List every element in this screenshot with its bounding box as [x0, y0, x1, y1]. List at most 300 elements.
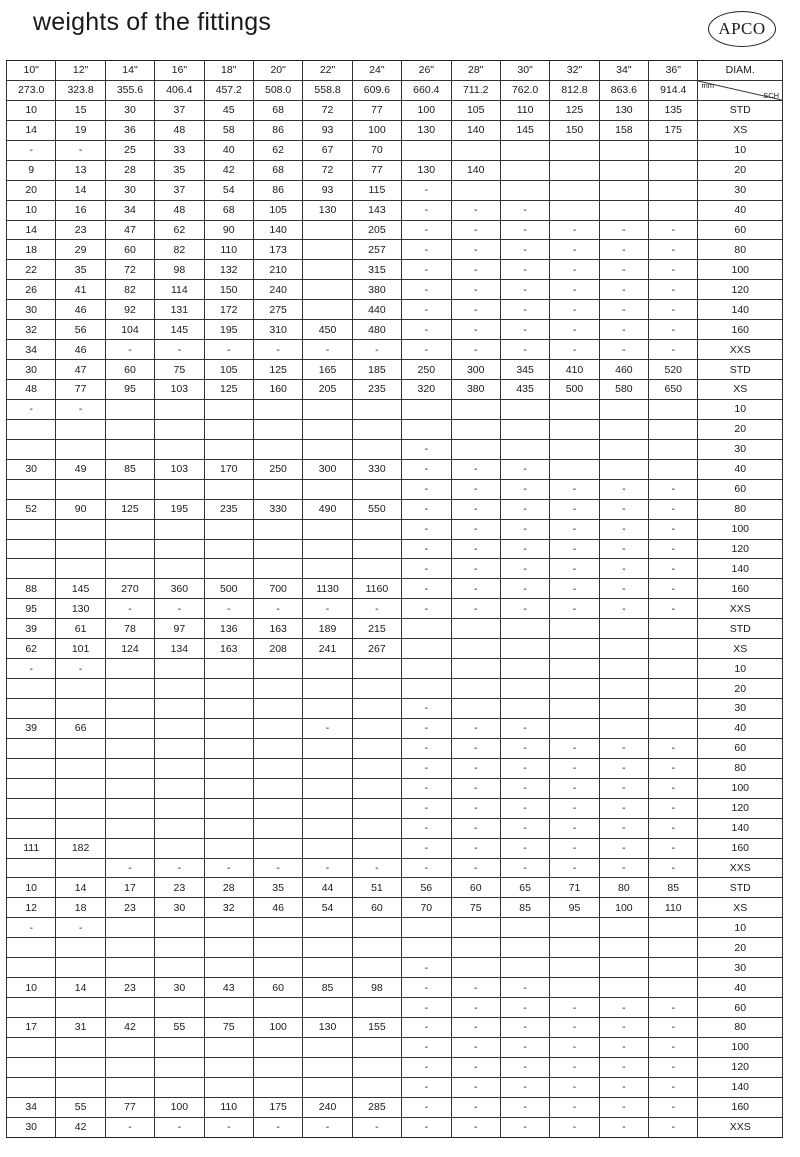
weight-cell: 62 [253, 140, 302, 160]
weight-cell: - [451, 798, 500, 818]
weight-cell: 82 [155, 240, 204, 260]
weight-cell: - [402, 798, 451, 818]
weight-cell [451, 659, 500, 679]
weight-cell [352, 399, 401, 419]
weight-cell: - [599, 499, 648, 519]
weight-cell [303, 958, 352, 978]
weight-cell: - [451, 858, 500, 878]
weight-cell [550, 419, 599, 439]
weight-cell: 111 [7, 838, 56, 858]
weight-cell: 580 [599, 380, 648, 400]
weight-cell [599, 200, 648, 220]
weight-cell [599, 978, 648, 998]
weight-cell [155, 958, 204, 978]
schedule-cell: 140 [698, 300, 783, 320]
weight-cell: - [599, 738, 648, 758]
table-row [7, 419, 783, 439]
weight-cell [7, 998, 56, 1018]
weight-cell: - [7, 399, 56, 419]
weight-cell [253, 1077, 302, 1097]
weight-cell: - [599, 1057, 648, 1077]
weight-cell [204, 798, 253, 818]
weight-cell: - [500, 280, 549, 300]
weight-cell [253, 818, 302, 838]
weight-cell [352, 559, 401, 579]
weight-cell: 104 [105, 320, 154, 340]
weight-cell [253, 479, 302, 499]
table-row [7, 619, 783, 639]
weight-cell: 140 [253, 220, 302, 240]
weight-cell: - [352, 1117, 401, 1137]
weight-cell [599, 918, 648, 938]
weight-cell [500, 639, 549, 659]
weight-cell: - [500, 499, 549, 519]
weight-cell [204, 699, 253, 719]
weight-cell: - [352, 599, 401, 619]
weight-cell: - [599, 599, 648, 619]
weight-cell [105, 559, 154, 579]
weight-cell: 10 [7, 878, 56, 898]
weight-cell [303, 539, 352, 559]
weight-cell [402, 679, 451, 699]
table-row [7, 140, 783, 160]
weight-cell: 130 [56, 599, 105, 619]
weight-cell: - [550, 738, 599, 758]
weight-cell: - [451, 559, 500, 579]
weight-cell [56, 419, 105, 439]
weight-cell [7, 738, 56, 758]
weight-cell [155, 679, 204, 699]
weight-cell: - [402, 320, 451, 340]
weight-cell [303, 1057, 352, 1077]
weight-cell [402, 399, 451, 419]
weight-cell [352, 758, 401, 778]
mm-header-cell: 711.2 [451, 80, 500, 100]
weight-cell: 68 [253, 100, 302, 120]
weight-cell [303, 439, 352, 459]
weight-cell: - [500, 978, 549, 998]
weight-cell [303, 240, 352, 260]
weight-cell [352, 718, 401, 738]
weight-cell: - [402, 958, 451, 978]
weight-cell: - [451, 260, 500, 280]
weight-cell: - [649, 340, 698, 360]
table-row [7, 659, 783, 679]
weight-cell: - [599, 559, 648, 579]
weight-cell [599, 958, 648, 978]
weight-cell: 18 [56, 898, 105, 918]
weight-cell: 30 [155, 978, 204, 998]
weight-cell: 98 [155, 260, 204, 280]
weight-cell: - [599, 998, 648, 1018]
weight-cell: 189 [303, 619, 352, 639]
weight-cell: - [451, 459, 500, 479]
schedule-cell: 10 [698, 918, 783, 938]
weight-cell [599, 180, 648, 200]
weight-cell: - [649, 220, 698, 240]
weight-cell: - [649, 320, 698, 340]
weight-cell: 173 [253, 240, 302, 260]
weight-cell: 360 [155, 579, 204, 599]
weight-cell [352, 659, 401, 679]
weight-cell: - [599, 519, 648, 539]
weight-cell [253, 1037, 302, 1057]
weight-cell [253, 539, 302, 559]
weight-cell: - [599, 818, 648, 838]
weight-cell: - [352, 340, 401, 360]
weight-cell: - [451, 539, 500, 559]
weight-cell [500, 699, 549, 719]
table-row [7, 639, 783, 659]
weight-cell: 22 [7, 260, 56, 280]
weight-cell: 34 [7, 1097, 56, 1117]
weight-cell [550, 459, 599, 479]
weight-cell [352, 1037, 401, 1057]
weight-cell: 82 [105, 280, 154, 300]
weight-cell: 115 [352, 180, 401, 200]
weight-cell: - [550, 1117, 599, 1137]
weight-cell: - [56, 140, 105, 160]
weight-cell: - [155, 599, 204, 619]
schedule-cell: 60 [698, 998, 783, 1018]
weight-cell [550, 200, 599, 220]
table-row [7, 280, 783, 300]
weight-cell: - [155, 340, 204, 360]
weight-cell: - [155, 858, 204, 878]
size-header-cell: 18" [204, 61, 253, 81]
weight-cell [352, 738, 401, 758]
table-row [7, 778, 783, 798]
weight-cell: - [500, 340, 549, 360]
weight-cell: 500 [550, 380, 599, 400]
mm-header-row [7, 80, 783, 100]
weight-cell: 132 [204, 260, 253, 280]
weight-cell: 48 [155, 200, 204, 220]
weight-cell: 25 [105, 140, 154, 160]
table-row [7, 958, 783, 978]
weight-cell: - [599, 280, 648, 300]
weight-cell [155, 1077, 204, 1097]
weight-cell: 205 [352, 220, 401, 240]
weight-cell: 10 [7, 100, 56, 120]
weight-cell [204, 838, 253, 858]
weight-cell: - [599, 539, 648, 559]
schedule-cell: 140 [698, 818, 783, 838]
weight-cell: - [451, 738, 500, 758]
weight-cell: - [451, 200, 500, 220]
weight-cell: 345 [500, 360, 549, 380]
weight-cell [155, 439, 204, 459]
weight-cell: - [599, 1037, 648, 1057]
weight-cell: 14 [7, 220, 56, 240]
weight-cell: 70 [402, 898, 451, 918]
weight-cell: - [599, 1018, 648, 1038]
weight-cell [649, 439, 698, 459]
weight-cell: - [500, 320, 549, 340]
weight-cell [352, 918, 401, 938]
weight-cell [105, 718, 154, 738]
weight-cell [105, 738, 154, 758]
weight-cell: - [500, 240, 549, 260]
weight-cell: 34 [105, 200, 154, 220]
weight-cell [303, 738, 352, 758]
weight-cell [155, 918, 204, 938]
schedule-cell: STD [698, 360, 783, 380]
table-row [7, 300, 783, 320]
schedule-cell: 20 [698, 419, 783, 439]
weight-cell [105, 798, 154, 818]
weight-cell: 110 [204, 1097, 253, 1117]
weight-cell [56, 479, 105, 499]
weight-cell: 71 [550, 878, 599, 898]
size-header-cell: 30" [500, 61, 549, 81]
weight-cell [451, 639, 500, 659]
weight-cell [352, 938, 401, 958]
weight-cell [303, 758, 352, 778]
weight-cell: 110 [204, 240, 253, 260]
weight-cell [550, 160, 599, 180]
table-row [7, 838, 783, 858]
mm-header-cell: 273.0 [7, 80, 56, 100]
apco-logo [708, 11, 776, 47]
weight-cell: - [500, 858, 549, 878]
weight-cell [155, 818, 204, 838]
weight-cell: 14 [56, 978, 105, 998]
weight-cell: 550 [352, 499, 401, 519]
weight-cell: 56 [56, 320, 105, 340]
weight-cell: - [599, 1117, 648, 1137]
table-row [7, 718, 783, 738]
weight-cell: 285 [352, 1097, 401, 1117]
weight-cell: 48 [7, 380, 56, 400]
weight-cell [7, 699, 56, 719]
weight-cell: - [649, 998, 698, 1018]
weight-cell: 23 [105, 978, 154, 998]
weight-cell: 145 [500, 120, 549, 140]
weight-cell: 100 [253, 1018, 302, 1038]
weight-cell: 60 [352, 898, 401, 918]
weight-cell: - [599, 1077, 648, 1097]
weight-cell: 450 [303, 320, 352, 340]
weight-cell: - [105, 858, 154, 878]
weight-cell: - [599, 758, 648, 778]
weight-cell: 275 [253, 300, 302, 320]
weight-cell: 75 [155, 360, 204, 380]
mm-header-cell: 660.4 [402, 80, 451, 100]
weight-cell [7, 1057, 56, 1077]
weight-cell [500, 140, 549, 160]
weight-cell [451, 619, 500, 639]
weight-cell: 68 [204, 200, 253, 220]
weight-cell: - [649, 260, 698, 280]
weight-cell: - [500, 220, 549, 240]
weight-cell [550, 439, 599, 459]
table-row [7, 938, 783, 958]
weight-cell: 19 [56, 120, 105, 140]
weight-cell: 42 [56, 1117, 105, 1137]
weight-cell: 490 [303, 499, 352, 519]
weight-cell: - [303, 718, 352, 738]
weight-cell [56, 858, 105, 878]
weight-cell: - [500, 738, 549, 758]
weight-cell: - [500, 1097, 549, 1117]
weight-cell: 28 [204, 878, 253, 898]
schedule-cell: 160 [698, 1097, 783, 1117]
weight-cell: - [303, 340, 352, 360]
weight-cell [253, 679, 302, 699]
table-row [7, 738, 783, 758]
table-row [7, 340, 783, 360]
weight-cell: - [550, 1018, 599, 1038]
weight-cell [204, 399, 253, 419]
weight-cell [253, 778, 302, 798]
weight-cell: 32 [7, 320, 56, 340]
weight-cell [500, 938, 549, 958]
weight-cell: - [599, 220, 648, 240]
weight-cell [451, 918, 500, 938]
weight-cell: - [204, 1117, 253, 1137]
weight-cell: - [649, 1018, 698, 1038]
weight-cell: - [500, 300, 549, 320]
weight-cell: 33 [155, 140, 204, 160]
weight-cell [105, 699, 154, 719]
schedule-cell: XS [698, 898, 783, 918]
weight-cell: - [105, 599, 154, 619]
weight-cell: - [303, 858, 352, 878]
table-row [7, 240, 783, 260]
weight-cell: - [402, 1057, 451, 1077]
weight-cell: 500 [204, 579, 253, 599]
table-row [7, 360, 783, 380]
weight-cell: - [204, 599, 253, 619]
weight-cell [253, 958, 302, 978]
weight-cell: 1160 [352, 579, 401, 599]
schedule-cell: 40 [698, 200, 783, 220]
weight-cell: - [649, 738, 698, 758]
weight-cell: 240 [253, 280, 302, 300]
weight-cell [155, 778, 204, 798]
weight-cell [352, 479, 401, 499]
weight-cell: 140 [451, 120, 500, 140]
weight-cell [303, 1077, 352, 1097]
weight-cell: - [550, 340, 599, 360]
weight-cell: 143 [352, 200, 401, 220]
weight-cell [204, 938, 253, 958]
weight-cell [649, 659, 698, 679]
schedule-cell: 20 [698, 160, 783, 180]
weight-cell [550, 718, 599, 738]
weight-cell: 46 [56, 300, 105, 320]
weight-cell [352, 838, 401, 858]
weight-cell: 75 [451, 898, 500, 918]
weight-cell: 20 [7, 180, 56, 200]
schedule-cell: XXS [698, 599, 783, 619]
mm-header-cell: 406.4 [155, 80, 204, 100]
weight-cell: - [402, 280, 451, 300]
weight-cell: - [155, 1117, 204, 1137]
weight-cell: 51 [352, 878, 401, 898]
weight-cell: - [599, 320, 648, 340]
schedule-cell: 20 [698, 938, 783, 958]
weight-cell: 75 [204, 1018, 253, 1038]
weight-cell: - [550, 220, 599, 240]
weight-cell: 235 [352, 380, 401, 400]
weight-cell [500, 419, 549, 439]
weight-cell: 36 [105, 120, 154, 140]
weight-cell: 650 [649, 380, 698, 400]
weight-cell: - [105, 1117, 154, 1137]
weight-cell [500, 439, 549, 459]
schedule-cell: 40 [698, 978, 783, 998]
weight-cell: - [402, 300, 451, 320]
weight-cell: 72 [303, 160, 352, 180]
weight-cell [599, 659, 648, 679]
weight-cell [352, 818, 401, 838]
weight-cell [204, 818, 253, 838]
corner-sch-label: SCH [763, 90, 780, 100]
table-row [7, 539, 783, 559]
weight-cell: - [451, 499, 500, 519]
weight-cell: 330 [352, 459, 401, 479]
weight-cell: 95 [7, 599, 56, 619]
weight-cell: 98 [352, 978, 401, 998]
weight-cell [649, 419, 698, 439]
weight-cell [352, 439, 401, 459]
weight-cell [204, 1037, 253, 1057]
corner-mm-label: mm [701, 80, 714, 90]
weight-cell [253, 738, 302, 758]
weight-cell: - [649, 499, 698, 519]
weight-cell [402, 639, 451, 659]
weight-cell: - [599, 798, 648, 818]
weight-cell [105, 1057, 154, 1077]
weight-cell [7, 559, 56, 579]
weight-cell: 17 [105, 878, 154, 898]
weight-cell: - [451, 1018, 500, 1038]
weight-cell [303, 938, 352, 958]
weight-cell [451, 679, 500, 699]
weight-cell: 30 [155, 898, 204, 918]
weight-cell: 55 [155, 1018, 204, 1038]
weight-cell: 56 [402, 878, 451, 898]
weight-cell [303, 220, 352, 240]
weight-cell [253, 399, 302, 419]
weight-cell: - [649, 1077, 698, 1097]
weight-cell [550, 180, 599, 200]
weight-cell: 125 [253, 360, 302, 380]
schedule-cell: STD [698, 100, 783, 120]
weight-cell: 68 [253, 160, 302, 180]
size-header-cell: 28" [451, 61, 500, 81]
weight-cell [105, 958, 154, 978]
weight-cell [303, 260, 352, 280]
weight-cell [253, 659, 302, 679]
size-header-cell: 20" [253, 61, 302, 81]
table-row [7, 579, 783, 599]
schedule-cell: 40 [698, 718, 783, 738]
weight-cell: - [451, 320, 500, 340]
weight-cell: - [550, 320, 599, 340]
weight-cell: 67 [303, 140, 352, 160]
weight-cell [7, 958, 56, 978]
size-header-cell: 16" [155, 61, 204, 81]
schedule-cell: XS [698, 639, 783, 659]
weight-cell: - [402, 978, 451, 998]
weight-cell: 103 [155, 380, 204, 400]
schedule-cell: 120 [698, 539, 783, 559]
weight-cell: 520 [649, 360, 698, 380]
weight-cell: 92 [105, 300, 154, 320]
